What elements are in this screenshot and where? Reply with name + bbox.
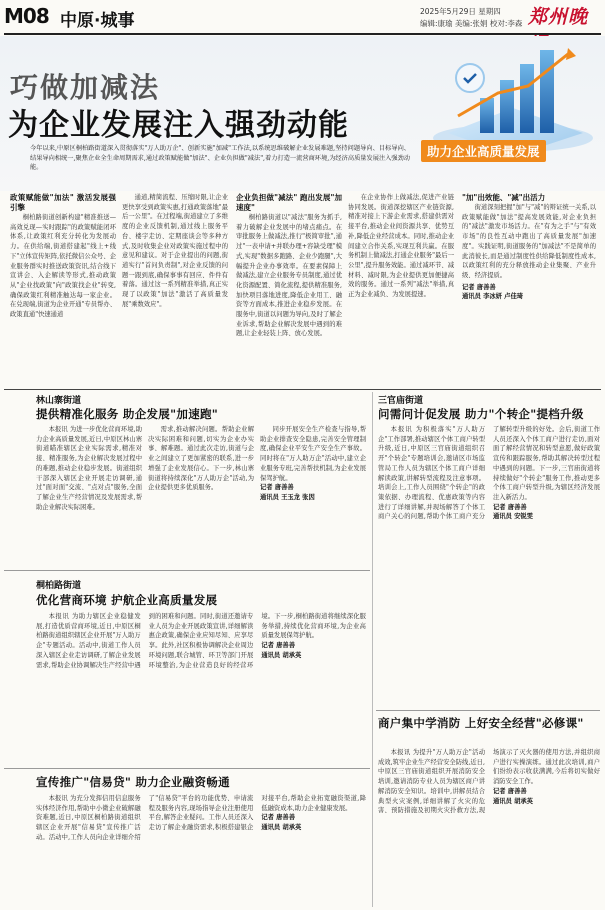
subhead-burden: 企业负担做"减法" 跑出发展"加速度"	[236, 193, 342, 212]
byline: 记者 唐善善 通讯员 胡承英	[261, 642, 302, 659]
paragraph: 桐柏路街道创新构建"精准推送—高效兑现—实时跟踪"的政策赋能闭环体系,让政策红利充分转化为发展动力。在供给端,街道搭建起"线上+线下"立体宣传矩阵,依托微信公众号、企业服务群实时推送政策资讯,结合线下宣讲会、入企解读等形式,推动政策从"企业找政策"向"政策找企业"转变,确保政策红利精准触达每一家企业。在兑现端,街道为企业开通"专员帮办、政策直通"快速通道	[10, 214, 116, 319]
main-story-col4	[348, 193, 454, 385]
paragraph: 在企业协作上做减法,促进产业链协同发展。街道深挖辖区产业链资源,精准对接上下游企业需求,搭建供需对接平台,推动企业间资源共享、优势互补,降低企业经营成本。同时,推动企业间建立合作关系,实现互利共赢。在服务机制上做减法,打通企业服务"最后一公里",提升服务效能。通过减环节、减材料、减时限,为企业提供更加便捷高效的服务。通过一系列"减法"举措,真正为企业减负、为发展提速。	[348, 194, 454, 299]
linshan-kicker: 林山寨街道	[36, 396, 82, 406]
paragraph: 街道深刻把握"加"与"减"的辩证统一关系,以政策赋能做"加法"提高发展效能,对企业负担的"减法"激发市场活力。在"有为之手"与"有效市场"的良性互动中跑出了高质量发展"加速度"。实践证明,街道服务的"加减法"不是简单的此消彼长,而是通过制度性供给降低制度性成本,以政策红利的充分释放推动企业集聚、产业升级、经济提质。	[462, 204, 596, 279]
xindai-body	[36, 794, 366, 906]
subhead-policy: 政策赋能做"加法" 激活发展强引擎	[10, 193, 116, 212]
newspaper-logo: 郑州晚	[528, 6, 589, 28]
paragraph: 本报讯 为助力辖区企业稳健发展,打造优质营商环境,近日,中原区桐柏路街道组织辖区企业开展"万人助万企"专题活动。活动中,街道工作人员深入辖区企业走访调研,了解企业发展需求,帮助企业协调解决生产经营中遇到的困难和问题。同时,街道还邀请专业人员为企业开展政策宣讲,详细解读惠企政策,确保企业应知尽知、应享尽享。此外,社区积极协调解决企业周边环境问题,联合城管、环卫等部门开展环境整治,为企业营造良好的经营环境。下一步,桐柏路街道将继续深化服务举措,持续优化营商环境,为企业高质量发展保驾护航。	[36, 613, 366, 669]
byline: 记者 唐善善 通讯员 安锐雯	[493, 503, 533, 521]
divider	[4, 389, 601, 390]
divider	[376, 710, 600, 711]
paragraph: 本报讯 为积极落实"万人助万企"工作部署,推动辖区个体工商户转型升级,近日,中原区三官庙街道组织召开"个转企"专题培训会,邀请区市场监管局工作人员为辖区个体工商户详细解读政策,讲解转型流程及注意事项。培训会上,工作人员围绕"个转企"的政策依据、办理流程、优惠政策等内容进行了详细讲解,并现场解答了个体工商户关心的问题,帮助个体工商户充分了解转型升级的好处。会后,街道工作人员还深入个体工商户进行走访,面对面了解经营情况和转型意愿,做好政策宣传和跟踪服务,帮助其解决转型过程中遇到的问题。下一步,三官庙街道将持续做好"个转企"服务工作,推动更多个体工商户转型升级,为辖区经济发展注入新活力。	[378, 426, 600, 521]
shangfu-headline: 商户集中学消防 上好安全经营"必修课"	[378, 716, 584, 730]
byline: 记者 唐善善 通讯员 胡承英	[261, 814, 302, 832]
xindai-headline: 宣传推广"信易贷" 助力企业融资畅通	[36, 775, 230, 789]
header-rule	[4, 33, 601, 35]
sanguan-kicker: 三官庙街道	[378, 396, 424, 406]
sanguan-body	[378, 425, 600, 705]
divider	[4, 570, 370, 571]
headline-line2: 为企业发展注入强劲动能	[8, 108, 349, 143]
main-story-col1	[10, 193, 116, 385]
topic-tag: 助力企业高质量发展	[421, 140, 546, 162]
paragraph: 本报讯 为提升"万人助万企"活动成效,筑牢企业生产经营安全防线,近日,中原区三官庙街道组织开展消防安全培训,邀请消防专业人员为辖区商户讲解消防安全知识。培训中,讲解员结合典型火灾案例,详细讲解了火灾的危害、预防措施及初期火灾扑救方法,现场演示了灭火器的使用方法,并组织商户进行实操演练。通过此次培训,商户们纷纷表示收获满满,今后将切实做好消防安全工作。	[378, 749, 600, 815]
sanguan-headline: 问需问计促发展 助力"个转企"提档升级	[378, 407, 584, 421]
main-story-col5	[462, 193, 596, 385]
main-story-col3	[236, 193, 342, 385]
paragraph: 需求,推动解决问题。帮助企业解决实际困难和问题,切实为企业办实事、解难题。通过此次走访,街道与企业之间建立了更加紧密的联系,进一步增强了企业发展信心。下一步,林山寨街道将持续深化"万人助万企"活动,为企业提供更多优质服务。	[148, 426, 254, 492]
paragraph: 本报讯 为进一步优化营商环境,助力企业高质量发展,近日,中原区林山寨街道瞄准辖区企业实际需求,精准对接、精准服务,为企业解决发展过程中的难题,推动企业稳步发展。街道组织干部深入辖区企业开展走访调研,通过"面对面"交流、"点对点"服务,全面了解企业生产经营情况及发展需求,帮助企业解决实际困难。	[36, 426, 142, 511]
subhead-vitality: "加"出效能、"减"出活力	[462, 193, 546, 202]
tongbai-kicker: 桐柏路街道	[36, 581, 82, 591]
paragraph: 同步开展安全生产检查与指导,帮助企业排查安全隐患,完善安全管理制度,确保企业平安生产安全生产事故。同时将在"万人助万企"活动中,建立企业服务专班,完善帮扶机制,为企业发展保驾护航。	[260, 426, 366, 482]
headline-line1: 巧做加减法	[10, 71, 161, 104]
paragraph: 本报讯 为充分发挥信用信息服务实体经济作用,帮助中小微企业破解融资难题,近日,中原区桐柏路街道组织辖区企业开展"信易贷"宣传推广活动。活动中,工作人员向企业详细介绍了"信易贷"平台的功能优势、申请流程及服务内容,现场指导企业注册使用平台,解答企业疑问。工作人员还深入走访了解企业融资需求,积极搭建银企对接平台,帮助企业拓宽融资渠道,降低融资成本,助力企业健康发展。	[36, 795, 366, 841]
shangfu-body	[378, 748, 600, 906]
section-name: 中原·城事	[60, 11, 135, 31]
linshan-col1	[36, 425, 142, 565]
tongbai-body	[36, 612, 366, 764]
paragraph: 通道,精简流程、压缩时限,让企业更快享受到政策实惠,打通政策落地"最后一公里"。在过程端,街道建立了多维度的企业反馈机制,通过线上服务平台、楼宇走访、定期座谈会等多种方式,及时收集企业对政策实施过程中的意见和建议。对于企业提出的问题,街道实行"首问负责制",对企业反馈的问题一跟到底,确保事事有回应、件件有着落。通过这一系列精准举措,真正实现了以政策"加法"激活了高质量发展"乘数效应"。	[122, 194, 228, 308]
page-header	[0, 0, 605, 36]
byline: 记者 唐善善 通讯员 王玉龙 张因	[260, 484, 315, 501]
linshan-headline: 提供精准化服务 助企发展"加速跑"	[36, 407, 219, 421]
paragraph: 桐柏路街道以"减法"服务为抓手,着力破解企业发展中的堵点痛点。在审批服务上做减法,推行"极简审批",通过"一表申请+并联办理+容缺受理"模式,实现"数据多跑路、企业少跑腿",大幅提升企业办事效率。在要素保障上做减法,建立企业服务专员制度,通过优化资源配置、简化流程,提供精准服务,加快项目落地进度,降低企业用工、融资等方面成本,推进企业稳步发展。在服务中,街道以问题为导向,及时了解企业诉求,帮助企业解决发展中遇到的难题,让企业轻装上阵、放心发展。	[236, 214, 342, 338]
byline: 记者 唐善善 通讯员 李冰妍 卢佳琦	[462, 283, 524, 301]
lead-paragraph: 今年以来,中原区桐柏路街道深入贯彻落实"万人助万企"、创新实施"加减"工作法,以系统思维破解企业发展难题,坚持问题导向、目标导向、结果导向相统一,聚焦企业全生命周期需求,通过政策赋能做"加法"、企业负担做"减法",着力打造一流营商环境,为经济高质量发展注入强劲动能。	[30, 145, 410, 172]
main-story-col2	[122, 193, 228, 385]
hero-banner	[0, 36, 605, 191]
date-line: 2025年5月29日 星期四	[420, 7, 501, 16]
byline: 记者 唐善善 通讯员 胡承英	[493, 787, 533, 805]
tongbai-headline: 优化营商环境 护航企业高质量发展	[36, 593, 218, 607]
divider	[4, 768, 370, 769]
linshan-col3	[260, 425, 366, 565]
linshan-col2	[148, 425, 254, 565]
editors-line: 编辑:康瑜 美编:张娟 校对:李森	[420, 19, 523, 28]
column-divider	[372, 392, 373, 907]
page-code: M08	[4, 4, 49, 28]
